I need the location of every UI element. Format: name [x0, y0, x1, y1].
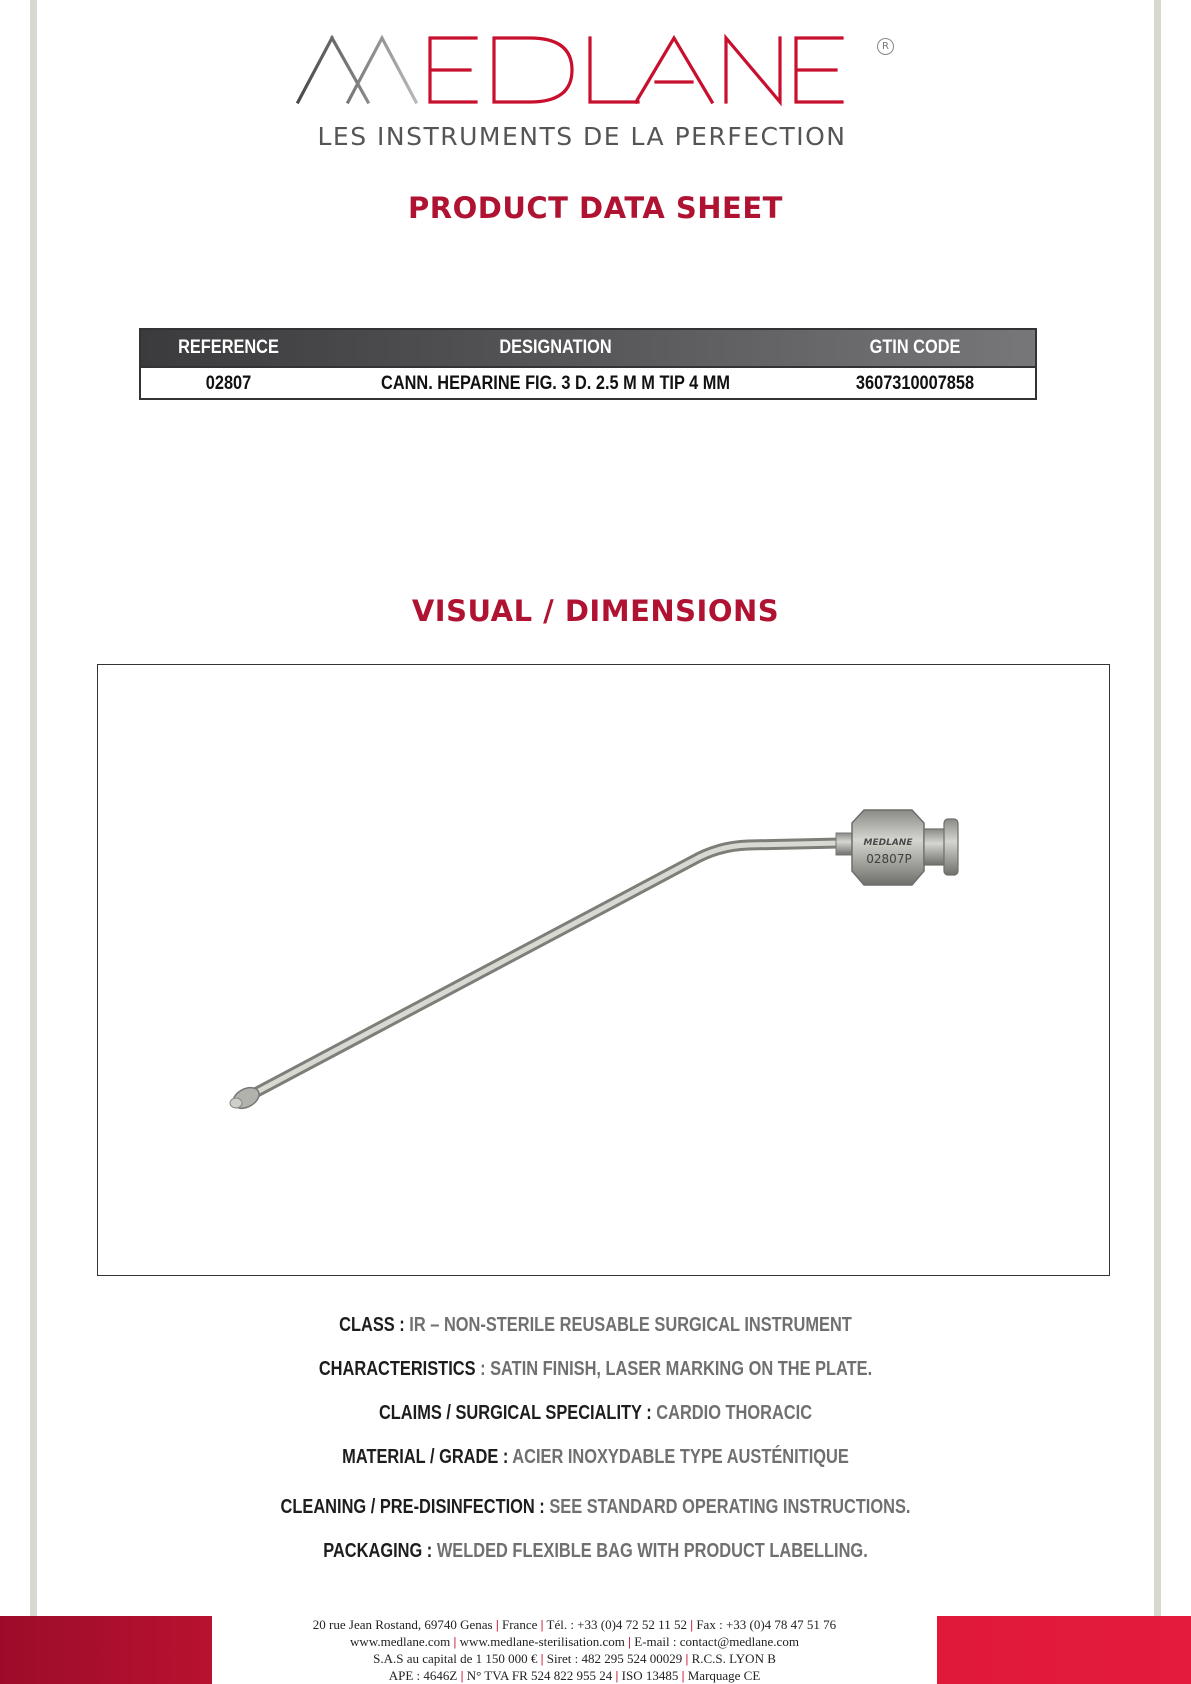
medlane-logo: [290, 30, 900, 150]
spec-characteristics: [107, 1358, 1084, 1381]
spec-key: MATERIAL / GRADE :: [342, 1446, 513, 1468]
spec-class: [107, 1314, 1084, 1337]
spec-key: CLASS :: [339, 1314, 410, 1336]
spec-packaging: [107, 1540, 1084, 1563]
footer-ce-marking: Marquage CE: [687, 1668, 761, 1683]
medlane-wordmark: [290, 30, 900, 120]
spec-value: CARDIO THORACIC: [656, 1402, 813, 1424]
spec-value: WELDED FLEXIBLE BAG WITH PRODUCT LABELLING.: [436, 1540, 868, 1562]
footer-separator: |: [495, 1617, 499, 1632]
registered-mark-letter: R: [882, 41, 889, 52]
company-contact-info: [212, 1616, 937, 1684]
footer-separator: |: [615, 1668, 619, 1683]
left-page-border: [30, 0, 37, 1618]
spec-key: CHARACTERISTICS: [318, 1358, 476, 1380]
footer-siret: Siret : 482 295 524 00029: [546, 1651, 683, 1666]
footer-line-web: [212, 1633, 937, 1650]
footer-bar-left: [0, 1616, 212, 1684]
footer-separator: |: [681, 1668, 685, 1683]
footer-separator: |: [453, 1634, 457, 1649]
brand-tagline: LES INSTRUMENTS DE LA PERFECTION: [317, 122, 847, 151]
right-page-border: [1154, 0, 1161, 1618]
spec-cleaning: [107, 1496, 1084, 1519]
spec-value: IR – NON-STERILE REUSABLE SURGICAL INSTRUMENT: [409, 1314, 852, 1336]
spec-key: CLEANING / PRE-DISINFECTION :: [280, 1496, 550, 1518]
footer-capital: S.A.S au capital de 1 150 000 €: [373, 1651, 538, 1666]
visual-dimensions-title: VISUAL / DIMENSIONS: [411, 594, 780, 628]
spec-value: : SATIN FINISH, LASER MARKING ON THE PLATE.: [475, 1358, 873, 1380]
page-footer: [0, 1616, 1191, 1684]
table-row: [141, 368, 1035, 400]
cell-reference: 02807: [205, 373, 252, 394]
footer-bar-right: [937, 1616, 1191, 1684]
cannula-shaft: [240, 843, 840, 1101]
footer-email[interactable]: E-mail : contact@medlane.com: [634, 1634, 799, 1649]
spec-material-grade: [107, 1446, 1084, 1469]
cell-gtin-code: 3607310007858: [855, 373, 975, 394]
footer-sterilisation-link[interactable]: www.medlane-sterilisation.com: [459, 1634, 625, 1649]
footer-separator: |: [685, 1651, 689, 1666]
spec-surgical-speciality: [107, 1402, 1084, 1425]
cannula-illustration: [98, 665, 1108, 1275]
footer-phone: Tél. : +33 (0)4 72 52 11 52: [546, 1617, 687, 1632]
registered-mark: [877, 38, 894, 55]
footer-country: France: [501, 1617, 538, 1632]
product-data-sheet-title: PRODUCT DATA SHEET: [408, 191, 783, 225]
footer-vat: N° TVA FR 524 822 955 24: [466, 1668, 613, 1683]
cell-designation: CANN. HEPARINE FIG. 3 D. 2.5 M M TIP 4 MM: [381, 373, 730, 394]
header-gtin-code: GTIN CODE: [869, 337, 961, 358]
header-designation: DESIGNATION: [499, 337, 612, 358]
footer-separator: |: [628, 1634, 632, 1649]
footer-separator: |: [690, 1617, 694, 1632]
footer-website-link[interactable]: www.medlane.com: [350, 1634, 451, 1649]
table-header-row: [141, 330, 1035, 368]
footer-line-legal: [212, 1650, 937, 1667]
footer-line-address: [212, 1616, 937, 1633]
footer-rcs: R.C.S. LYON B: [691, 1651, 776, 1666]
footer-ape: APE : 4646Z: [388, 1668, 458, 1683]
spec-value: SEE STANDARD OPERATING INSTRUCTIONS.: [549, 1496, 911, 1518]
hub-marking-brand: MEDLANE: [863, 838, 913, 848]
spec-key: CLAIMS / SURGICAL SPECIALITY :: [378, 1402, 657, 1424]
footer-separator: |: [460, 1668, 464, 1683]
hub-marking-ref: 02807P: [866, 852, 912, 866]
footer-address: 20 rue Jean Rostand, 69740 Genas: [312, 1617, 493, 1632]
footer-separator: |: [540, 1617, 544, 1632]
footer-fax: Fax : +33 (0)4 78 47 51 76: [696, 1617, 837, 1632]
spec-value: ACIER INOXYDABLE TYPE AUSTÉNITIQUE: [512, 1446, 849, 1468]
header-reference: REFERENCE: [178, 337, 279, 358]
reference-table: [139, 328, 1037, 400]
footer-separator: |: [540, 1651, 544, 1666]
footer-iso: ISO 13485: [621, 1668, 679, 1683]
spec-key: PACKAGING :: [323, 1540, 437, 1562]
footer-line-certifications: [212, 1667, 937, 1684]
product-visual-frame: [97, 664, 1110, 1276]
